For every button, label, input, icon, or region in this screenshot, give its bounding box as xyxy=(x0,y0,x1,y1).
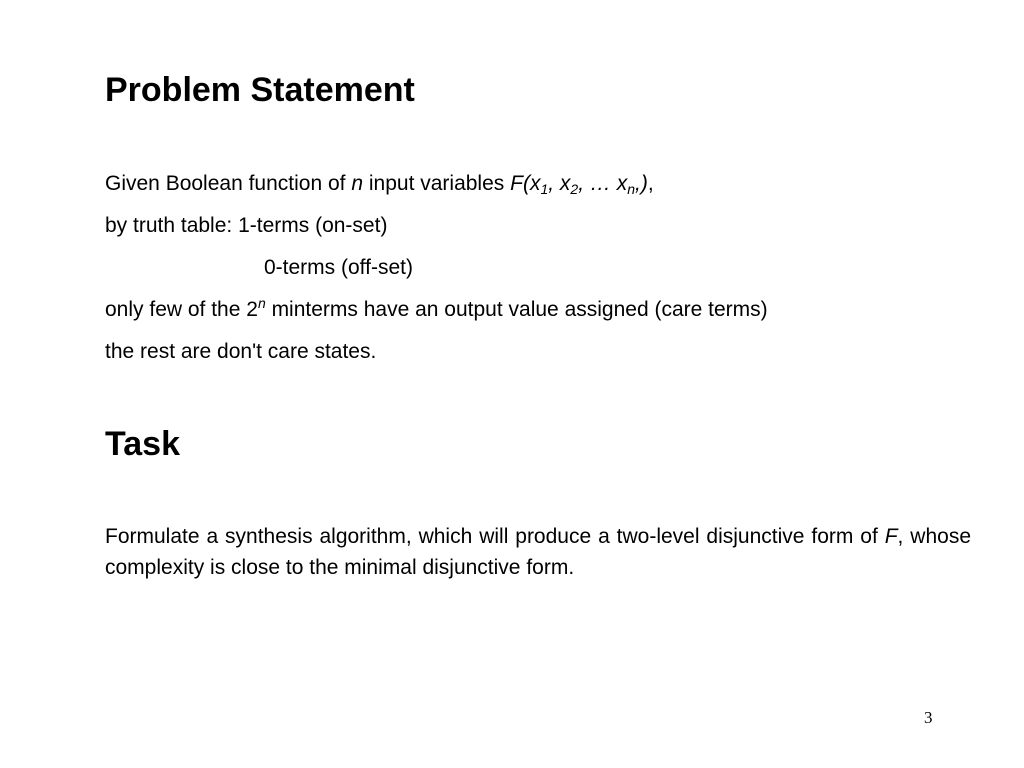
off-set-line: 0-terms (off-set) xyxy=(264,256,413,279)
function-close: ,) xyxy=(635,172,648,195)
task-text-1: Formulate a synthesis algorithm, which will produce a two-level disjunctive form of xyxy=(105,525,885,548)
page-number: 3 xyxy=(924,708,933,727)
dont-care-line: the rest are don't care states. xyxy=(105,340,377,363)
given-end: , xyxy=(647,172,654,195)
subscript-2: 2 xyxy=(570,181,579,197)
problem-statement-heading: Problem Statement xyxy=(105,71,415,109)
subscript-1: 1 xyxy=(540,181,549,197)
n-variable: n xyxy=(351,172,364,195)
task-paragraph xyxy=(105,521,971,583)
task-heading: Task xyxy=(105,425,180,463)
given-text: Given Boolean function of xyxy=(105,172,352,195)
minterms-text-2: minterms have an output value assigned (care terms) xyxy=(265,298,768,321)
subscript-n: n xyxy=(627,181,636,197)
superscript-n: n xyxy=(257,295,266,311)
function-expression xyxy=(510,172,648,195)
input-variables-text: input variables xyxy=(363,172,511,195)
given-function-line xyxy=(105,171,654,197)
f-variable: F xyxy=(884,525,898,548)
minterms-text-1: only few of the 2 xyxy=(105,298,258,321)
truth-table-line: by truth table: 1-terms (on-set) xyxy=(105,214,388,237)
minterms-line xyxy=(105,297,768,323)
separator-1: , x xyxy=(548,172,571,195)
task-text-2: , whose complexity is close to the minimal disjunctive form. xyxy=(105,525,971,579)
function-start: F(x xyxy=(510,172,541,195)
separator-2: , … x xyxy=(578,172,628,195)
